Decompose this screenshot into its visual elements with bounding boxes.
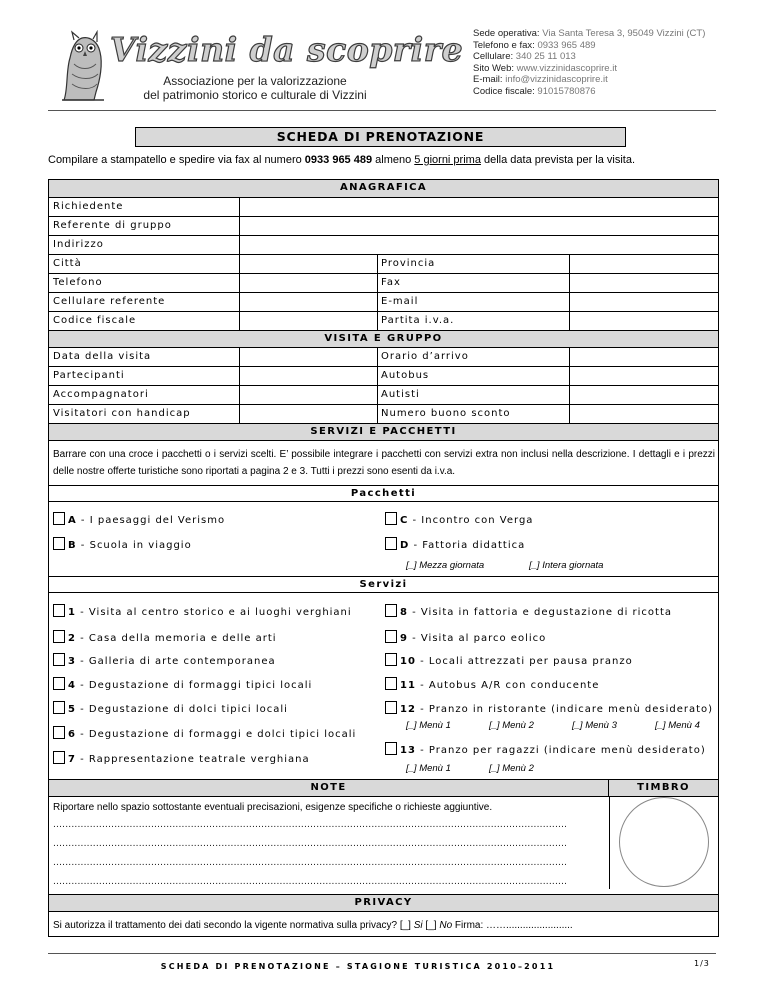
field-richiedente[interactable]: Richiedente	[49, 198, 718, 217]
section-header-timbro: TIMBRO	[609, 779, 718, 797]
contact-line: Telefono e fax: 0933 965 489	[473, 39, 596, 51]
note-instructions: Riportare nello spazio sottostante eventuali precisazioni, esigenze specifiche o richieste aggiuntive.	[53, 802, 493, 813]
field-telefono-fax[interactable]: Telefono Fax	[49, 274, 718, 293]
form-title: SCHEDA DI PRENOTAZIONE	[135, 127, 626, 147]
menu13-option-2[interactable]: [_] Menù 2	[489, 763, 534, 774]
field-data-orario[interactable]: Data della visita Orario d’arrivo	[49, 348, 718, 367]
field-handicap-buono[interactable]: Visitatori con handicap Numero buono sconto	[49, 405, 718, 424]
subheader-servizi: Servizi	[49, 576, 718, 593]
stamp-area[interactable]	[619, 797, 709, 887]
service-6-checkbox[interactable]: 6 - Degustazione di formaggi e dolci tipici locali	[53, 726, 356, 742]
service-9-checkbox[interactable]: 9 - Visita al parco eolico	[385, 630, 546, 646]
service-8-checkbox[interactable]: 8 - Visita in fattoria e degustazione di ricotta	[385, 604, 672, 620]
note-line[interactable]: ........................................................................................................................................................................	[53, 820, 568, 830]
tagline-line-1: Associazione per la valorizzazione	[163, 74, 347, 88]
service-1-checkbox[interactable]: 1 - Visita al centro storico e ai luoghi verghiani	[53, 604, 352, 620]
section-header-servizi-pacchetti: SERVIZI E PACCHETTI	[49, 423, 718, 441]
menu12-option-2[interactable]: [_] Menù 2	[489, 720, 534, 731]
tagline-line-2: del patrimonio storico e culturale di Vizzini	[143, 88, 367, 102]
checkbox-icon	[53, 726, 65, 739]
note-line[interactable]: ........................................................................................................................................................................	[53, 858, 568, 868]
booking-form	[48, 179, 719, 937]
option-intera-giornata[interactable]: [_] Intera giornata	[529, 560, 604, 571]
service-2-checkbox[interactable]: 2 - Casa della memoria e delle arti	[53, 630, 277, 646]
contact-line: Sede operativa: Via Santa Teresa 3, 95049 Vizzini (CT)	[473, 28, 706, 39]
service-3-checkbox[interactable]: 3 - Galleria di arte contemporanea	[53, 653, 276, 669]
checkbox-icon	[53, 677, 65, 690]
field-cf-piva[interactable]: Codice fiscale Partita i.v.a.	[49, 312, 718, 331]
checkbox-icon	[53, 630, 65, 643]
field-accompagnatori-autisti[interactable]: Accompagnatori Autisti	[49, 386, 718, 405]
package-a-checkbox[interactable]: A - I paesaggi del Verismo	[53, 512, 225, 528]
checkbox-icon	[53, 537, 65, 550]
contact-line: Cellulare: 340 25 11 013	[473, 51, 576, 63]
service-5-checkbox[interactable]: 5 - Degustazione di dolci tipici locali	[53, 701, 288, 717]
checkbox-icon	[53, 604, 65, 617]
note-line[interactable]: ........................................................................................................................................................................	[53, 877, 568, 887]
checkbox-icon	[385, 604, 397, 617]
field-indirizzo[interactable]: Indirizzo	[49, 236, 718, 255]
checkbox-icon	[385, 701, 397, 714]
field-cellulare-email[interactable]: Cellulare referente E-mail	[49, 293, 718, 312]
checkbox-icon	[385, 677, 397, 690]
service-12-checkbox[interactable]: 12 - Pranzo in ristorante (indicare menù desiderato)	[385, 701, 713, 717]
checkbox-icon	[53, 512, 65, 525]
contact-info	[473, 28, 763, 98]
package-d-checkbox[interactable]: D - Fattoria didattica	[385, 537, 525, 553]
option-mezza-giornata[interactable]: [_] Mezza giornata	[406, 560, 485, 571]
page-number: 1/3	[694, 959, 710, 968]
checkbox-icon	[385, 653, 397, 666]
privacy-consent[interactable]: Si autorizza il trattamento dei dati secondo la vigente normativa sulla privacy? [_] Si [_] No Firma: ……........................	[53, 920, 573, 931]
section-header-visita: VISITA E GRUPPO	[49, 330, 718, 348]
field-referente[interactable]: Referente di gruppo	[49, 217, 718, 236]
menu12-option-3[interactable]: [_] Menù 3	[572, 720, 617, 731]
checkbox-icon	[53, 751, 65, 764]
checkbox-icon	[385, 742, 397, 755]
contact-line: Sito Web: www.vizzinidascoprire.it	[473, 62, 617, 74]
service-7-checkbox[interactable]: 7 - Rappresentazione teatrale verghiana	[53, 751, 310, 767]
contact-line: E-mail: info@vizzinidascoprire.it	[473, 74, 608, 86]
package-c-checkbox[interactable]: C - Incontro con Verga	[385, 512, 533, 528]
note-line[interactable]: ........................................................................................................................................................................	[53, 839, 568, 849]
association-tagline	[120, 74, 390, 102]
checkbox-icon	[53, 653, 65, 666]
section-header-anagrafica: ANAGRAFICA	[49, 180, 718, 198]
package-b-checkbox[interactable]: B - Scuola in viaggio	[53, 537, 192, 553]
menu12-option-1[interactable]: [_] Menù 1	[406, 720, 451, 731]
field-citta-provincia[interactable]: Città Provincia	[49, 255, 718, 274]
footer-divider	[48, 953, 716, 954]
header-divider	[48, 110, 716, 111]
owl-logo-icon	[60, 30, 106, 102]
checkbox-icon	[385, 512, 397, 525]
servizi-instructions: Barrare con una croce i pacchetti o i servizi scelti. E’ possibile integrare i pacchetti con servizi extra non inclusi nella descrizione. I dettagli e i prezzi delle nostre offerte turistiche sono riportati a pagina 2 e 3. Tutti i prezzi sono esenti da i.v.a.	[53, 449, 715, 477]
checkbox-icon	[53, 701, 65, 714]
service-11-checkbox[interactable]: 11 - Autobus A/R con conducente	[385, 677, 599, 693]
brand-logo-text: Vizzini da scoprire	[110, 30, 464, 69]
subheader-pacchetti: Pacchetti	[49, 485, 718, 502]
contact-line: Codice fiscale: 91015780876	[473, 85, 596, 97]
menu13-option-1[interactable]: [_] Menù 1	[406, 763, 451, 774]
checkbox-icon	[385, 630, 397, 643]
menu12-option-4[interactable]: [_] Menù 4	[655, 720, 700, 731]
section-header-privacy: PRIVACY	[49, 894, 718, 912]
field-partecipanti-autobus[interactable]: Partecipanti Autobus	[49, 367, 718, 386]
footer-caption: SCHEDA DI PRENOTAZIONE – STAGIONE TURISTICA 2010–2011	[160, 962, 556, 971]
service-4-checkbox[interactable]: 4 - Degustazione di formaggi tipici locali	[53, 677, 312, 693]
section-header-note: NOTE	[49, 779, 609, 797]
checkbox-icon	[385, 537, 397, 550]
service-10-checkbox[interactable]: 10 - Locali attrezzati per pausa pranzo	[385, 653, 633, 669]
service-13-checkbox[interactable]: 13 - Pranzo per ragazzi (indicare menù desiderato)	[385, 742, 706, 758]
intro-instructions: Compilare a stampatello e spedire via fax al numero 0933 965 489 almeno 5 giorni prima della data prevista per la visita.	[48, 154, 636, 166]
